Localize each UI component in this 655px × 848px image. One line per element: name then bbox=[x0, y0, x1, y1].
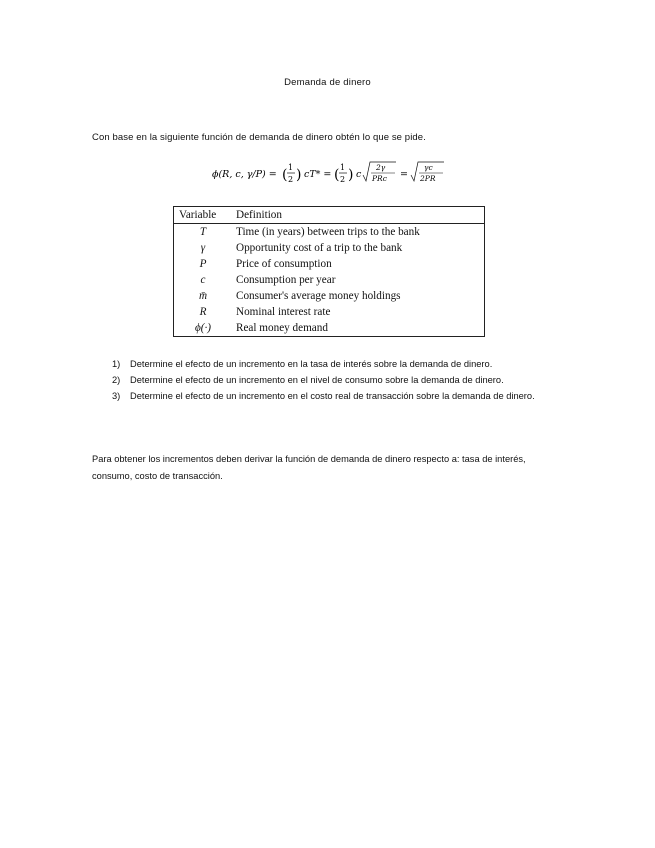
table-row bbox=[174, 240, 484, 256]
question-number: 1) bbox=[112, 359, 121, 369]
paren-open-1: ( bbox=[282, 167, 288, 183]
cell-variable: c bbox=[200, 273, 206, 286]
formula-eq: = bbox=[400, 169, 408, 180]
cell-variable: P bbox=[199, 257, 207, 270]
cell-variable: ϕ(·) bbox=[194, 321, 212, 334]
table-row bbox=[174, 320, 484, 336]
term1-coef: 1 bbox=[288, 163, 294, 172]
paren-close-1: ) bbox=[296, 167, 302, 183]
instructions-text: Para obtener los incrementos deben derivar la función de demanda de dinero respecto a: tasa de interés, consumo, costo de transacción. bbox=[92, 454, 526, 481]
cell-definition: Consumer's average money holdings bbox=[236, 289, 401, 302]
cell-variable: γ bbox=[200, 241, 206, 254]
cell-definition: Price of consumption bbox=[236, 257, 332, 270]
cell-definition: Time (in years) between trips to the bank bbox=[236, 225, 420, 238]
term1-den: 2 bbox=[288, 175, 294, 184]
table-header-row bbox=[174, 207, 484, 224]
header-variable: Variable bbox=[174, 207, 231, 224]
page-title: Demanda de dinero bbox=[284, 77, 371, 88]
variable-definition-table bbox=[174, 207, 484, 336]
term2-den: 2 bbox=[340, 175, 346, 184]
paren-open-2: ( bbox=[334, 167, 340, 183]
question-list bbox=[112, 356, 572, 404]
question-number: 2) bbox=[112, 375, 121, 385]
table-row bbox=[174, 256, 484, 272]
table-row bbox=[174, 224, 484, 241]
term2-rad-num: 2γ bbox=[376, 163, 386, 172]
table-row bbox=[174, 288, 484, 304]
cell-definition: Real money demand bbox=[236, 321, 328, 334]
list-item bbox=[112, 372, 572, 388]
term2-rest: c bbox=[356, 169, 362, 180]
cell-variable: T bbox=[199, 225, 207, 238]
header-definition: Definition bbox=[231, 207, 484, 224]
question-text: Determine el efecto de un incremento en el nivel de consumo sobre la demanda de dinero. bbox=[130, 375, 504, 385]
cell-definition: Opportunity cost of a trip to the bank bbox=[236, 241, 403, 254]
money-demand-formula bbox=[212, 159, 462, 187]
term2-rad-den: PRc bbox=[372, 174, 387, 183]
cell-variable: m̄ bbox=[198, 289, 208, 302]
term3-rad-den: 2PR bbox=[420, 174, 436, 183]
cell-definition: Nominal interest rate bbox=[236, 305, 331, 318]
formula-lhs: ϕ(R, c, γ/P) = bbox=[212, 169, 277, 180]
term1-rest: cT* = bbox=[304, 169, 332, 180]
paren-close-2: ) bbox=[348, 167, 354, 183]
cell-definition: Consumption per year bbox=[236, 273, 336, 286]
question-text: Determine el efecto de un incremento en la tasa de interés sobre la demanda de dinero. bbox=[130, 359, 493, 369]
term2-coef: 1 bbox=[340, 163, 346, 172]
intro-text: Con base en la siguiente función de demanda de dinero obtén lo que se pide. bbox=[92, 132, 426, 143]
question-number: 3) bbox=[112, 391, 121, 401]
cell-variable: R bbox=[199, 305, 207, 318]
term3-rad-num: γc bbox=[424, 163, 433, 172]
question-text: Determine el efecto de un incremento en el costo real de transacción sobre la demanda de dinero. bbox=[130, 391, 535, 401]
list-item bbox=[112, 388, 572, 404]
list-item bbox=[112, 356, 572, 372]
table-row bbox=[174, 304, 484, 320]
table-row bbox=[174, 272, 484, 288]
